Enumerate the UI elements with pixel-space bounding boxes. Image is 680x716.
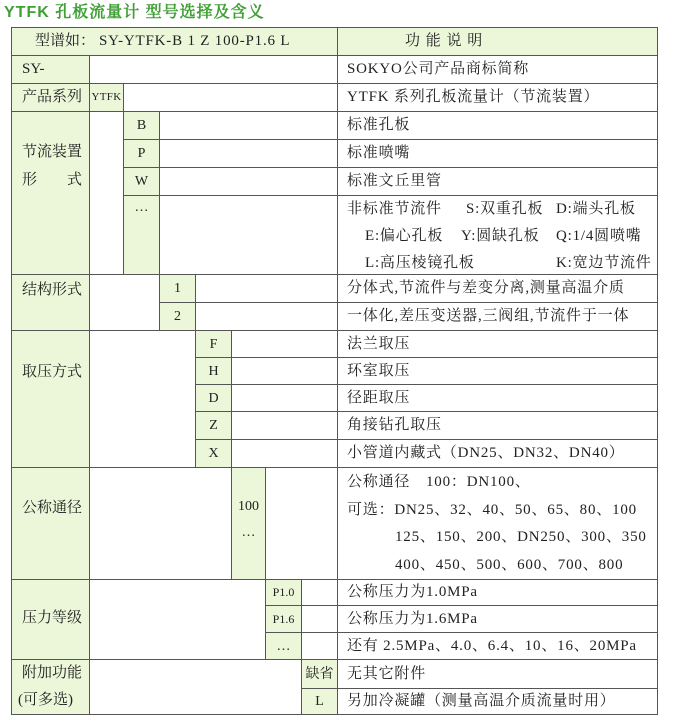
blank-cell <box>160 112 338 140</box>
throttle-desc-nonstandard <box>338 196 658 275</box>
series-desc: YTFK 系列孔板流量计（节流装置） <box>338 84 658 112</box>
tapping-desc-f: 法兰取压 <box>338 331 658 358</box>
structure-code-2: 2 <box>160 303 196 331</box>
pressure-code-p16: P1.6 <box>266 606 302 633</box>
blank-cell <box>232 385 338 412</box>
tapping-code-z: Z <box>196 412 232 440</box>
pressure-label: 压力等级 <box>12 580 90 660</box>
blank-cell <box>160 168 338 196</box>
blank-cell <box>196 275 338 303</box>
throttle-label <box>12 112 90 275</box>
throttle-code-b: B <box>124 112 160 140</box>
page-title: YTFK 孔板流量计 型号选择及含义 <box>4 4 265 21</box>
series-code: YTFK <box>90 84 124 112</box>
blank-cell <box>302 606 338 633</box>
blank-cell <box>124 84 338 112</box>
nonstandard-item: 非标准节流件 <box>347 201 442 217</box>
blank-cell <box>160 196 338 275</box>
tapping-desc-h: 环室取压 <box>338 358 658 385</box>
extras-desc-l: 另加冷凝罐（测量高温介质流量时用） <box>338 689 658 715</box>
blank-cell <box>232 412 338 440</box>
throttle-desc-p: 标准喷嘴 <box>338 140 658 168</box>
nonstandard-item: D:端头孔板 <box>556 201 636 217</box>
throttle-label-line: 节流装置 <box>22 144 83 160</box>
blank-cell <box>196 303 338 331</box>
diameter-desc-line: 400、450、500、600、700、800 <box>395 556 624 573</box>
tapping-desc-x: 小管道内藏式（DN25、DN32、DN40） <box>338 440 658 468</box>
throttle-desc-w: 标准文丘里管 <box>338 168 658 196</box>
structure-desc-1: 分体式,节流件与差变分离,测量高温介质 <box>338 275 658 303</box>
pressure-desc-p16: 公称压力为1.6MPa <box>338 606 658 633</box>
pressure-desc-more: 还有 2.5MPa、4.0、6.4、10、16、20MPa <box>338 633 658 660</box>
pressure-desc-p10: 公称压力为1.0MPa <box>338 580 658 606</box>
throttle-desc-b: 标准孔板 <box>338 112 658 140</box>
nonstandard-item: Y:圆缺孔板 <box>461 228 540 244</box>
throttle-code-p: P <box>124 140 160 168</box>
header-function-title <box>338 28 658 56</box>
nonstandard-item: E:偏心孔板 <box>365 228 444 244</box>
extras-label <box>12 660 90 715</box>
series-label: 产品系列 <box>12 84 90 112</box>
extras-code-default: 缺省 <box>302 660 338 689</box>
blank-cell <box>266 468 338 580</box>
brand-desc: SOKYO公司产品商标简称 <box>338 56 658 84</box>
extras-label-line: 附加功能 <box>22 665 83 681</box>
blank-cell <box>232 358 338 385</box>
blank-cell <box>90 580 266 660</box>
diameter-desc <box>338 468 658 580</box>
tapping-code-x: X <box>196 440 232 468</box>
structure-desc-2: 一体化,差压变送器,三阀组,节流件于一体 <box>338 303 658 331</box>
blank-cell <box>232 440 338 468</box>
tapping-code-f: F <box>196 331 232 358</box>
diameter-code <box>232 468 266 580</box>
tapping-label: 取压方式 <box>12 331 90 468</box>
structure-label: 结构形式 <box>12 275 90 331</box>
blank-cell <box>90 468 232 580</box>
blank-cell <box>90 660 302 715</box>
tapping-desc-d: 径距取压 <box>338 385 658 412</box>
model-example-prefix: 型谱如： <box>35 33 96 49</box>
nonstandard-line <box>338 223 657 250</box>
nonstandard-item: S:双重孔板 <box>466 201 544 217</box>
tapping-desc-z: 角接钻孔取压 <box>338 412 658 440</box>
throttle-code-w: W <box>124 168 160 196</box>
nonstandard-item: K:宽边节流件 <box>556 255 652 271</box>
throttle-label-line: 形 式 <box>22 172 83 188</box>
tapping-code-h: H <box>196 358 232 385</box>
diameter-desc-line: 可选：DN25、32、40、50、65、80、100 <box>347 501 637 518</box>
pressure-code-more: … <box>266 633 302 660</box>
diameter-code-line: … <box>241 525 256 540</box>
model-example-code: SY-YTFK-B 1 Z 100-P1.6 L <box>99 33 291 49</box>
nonstandard-item: Q:1/4圆喷嘴 <box>556 228 642 244</box>
structure-code-1: 1 <box>160 275 196 303</box>
blank-cell <box>160 140 338 168</box>
header-model-example <box>12 28 338 56</box>
nonstandard-line <box>338 250 657 275</box>
model-selection-table <box>11 27 658 715</box>
extras-code-l: L <box>302 689 338 715</box>
blank-cell <box>302 580 338 606</box>
diameter-code-line: 100 <box>238 499 259 514</box>
blank-cell <box>90 275 160 331</box>
nonstandard-item: L:高压棱镜孔板 <box>365 255 475 271</box>
extras-label-line: (可多选) <box>18 692 73 708</box>
blank-cell <box>90 331 196 468</box>
blank-cell <box>302 633 338 660</box>
tapping-code-d: D <box>196 385 232 412</box>
brand-label: SY- <box>12 56 90 84</box>
blank-cell <box>90 112 124 275</box>
pressure-code-p10: P1.0 <box>266 580 302 606</box>
function-title-text: 功 能 说 明 <box>405 33 484 49</box>
throttle-code-more: … <box>124 196 160 275</box>
extras-desc-default: 无其它附件 <box>338 660 658 689</box>
diameter-desc-line: 125、150、200、DN250、300、350 <box>395 529 647 545</box>
blank-cell <box>90 56 338 84</box>
diameter-desc-line: 公称通径 100：DN100、 <box>347 474 531 490</box>
diameter-label: 公称通径 <box>12 468 90 580</box>
blank-cell <box>232 331 338 358</box>
nonstandard-line <box>338 196 657 223</box>
